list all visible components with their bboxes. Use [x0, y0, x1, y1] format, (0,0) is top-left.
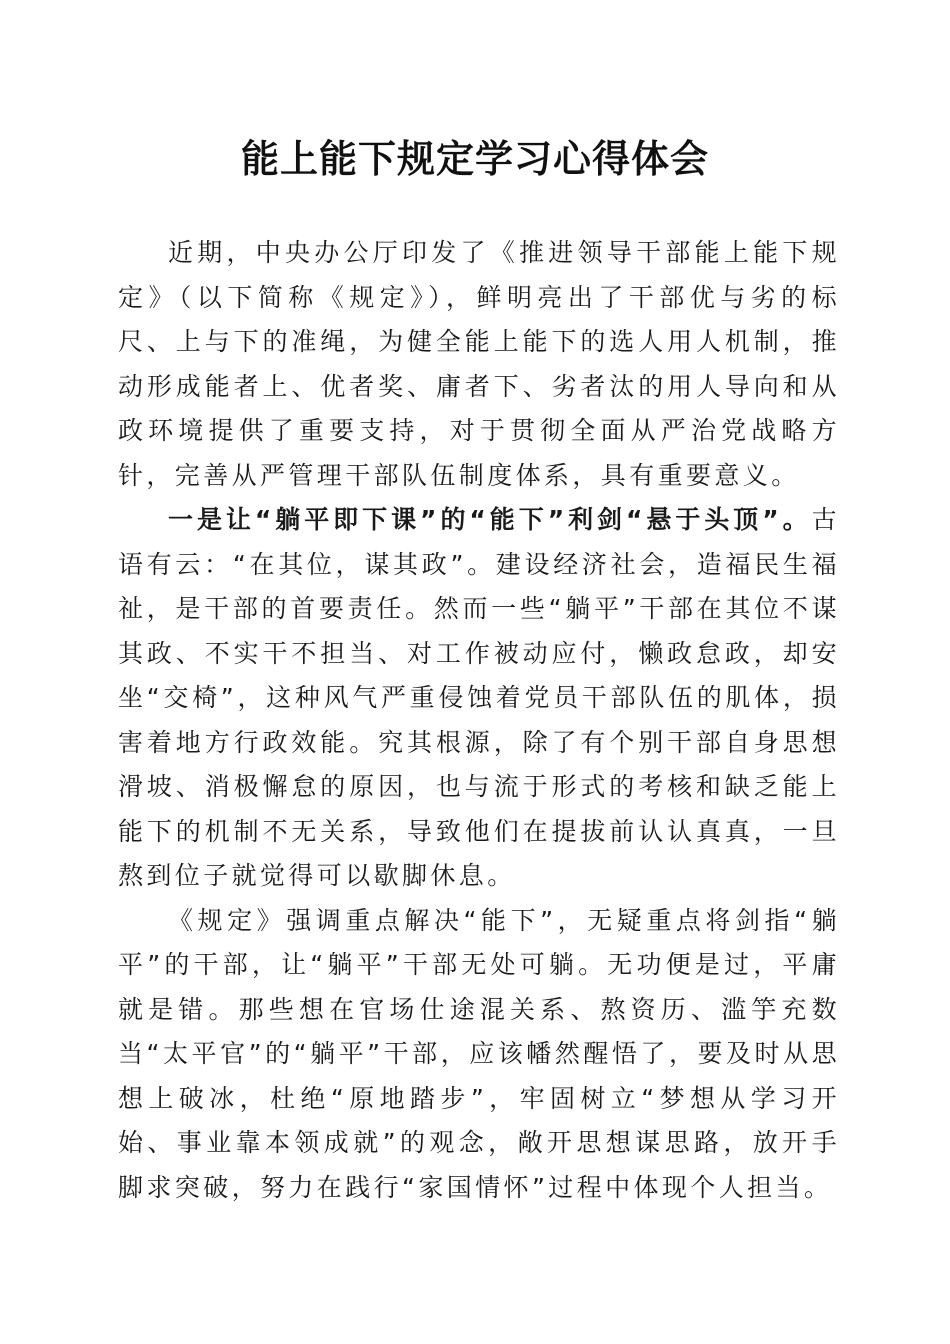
- paragraph-regulation-text: 《规定》强调重点解决“能下”，无疑重点将剑指“躺平”的干部，让“躺平”干部无处可躺。无功便是过，平庸就是错。那些想在官场仕途混关系、熬资历、滥竽充数当“太平官”的“躺平”干部，应该幡然醒悟了，要及时从思想上破冰，杜绝“原地踏步”，牢固树立“梦想从学习开始、事业靠本领成就”的观念，敞开思想谋思路，放开手脚求突破，努力在践行“家国情怀”过程中体现个人担当。: [118, 905, 840, 1202]
- paragraph-point-one: [118, 498, 840, 899]
- paragraph-intro-text: 近期，中央办公厅印发了《推进领导干部能上能下规定》（以下简称《规定》），鲜明亮出了干部优与劣的标尺、上与下的准绳，为健全能上能下的选人用人机制，推动形成能者上、优者奖、庸者下、劣者汰的用人导向和从政环境提供了重要支持，对于贯彻全面从严治党战略方针，完善从严管理干部队伍制度体系，具有重要意义。: [118, 238, 840, 490]
- paragraph-point-one-text: 古语有云：“在其位，谋其政”。建设经济社会，造福民生福祉，是干部的首要责任。然而一些“躺平”干部在其位不谋其政、不实干不担当、对工作被动应付，懒政怠政，却安坐“交椅”，这种风气严重侵蚀着党员干部队伍的肌体，损害着地方行政效能。究其根源，除了有个别干部自身思想滑坡、消极懈怠的原因，也与流于形式的考核和缺乏能上能下的机制不无关系，导致他们在提拔前认认真真，一旦熬到位子就觉得可以歇脚休息。: [118, 505, 840, 890]
- document-body: [118, 231, 840, 1210]
- paragraph-point-one-heading: 一是让“躺平即下课”的“能下”利剑“悬于头顶”。: [168, 505, 812, 534]
- document-title: 能上能下规定学习心得体会: [240, 136, 709, 181]
- paragraph-intro: [118, 231, 840, 498]
- paragraph-regulation: [118, 899, 840, 1211]
